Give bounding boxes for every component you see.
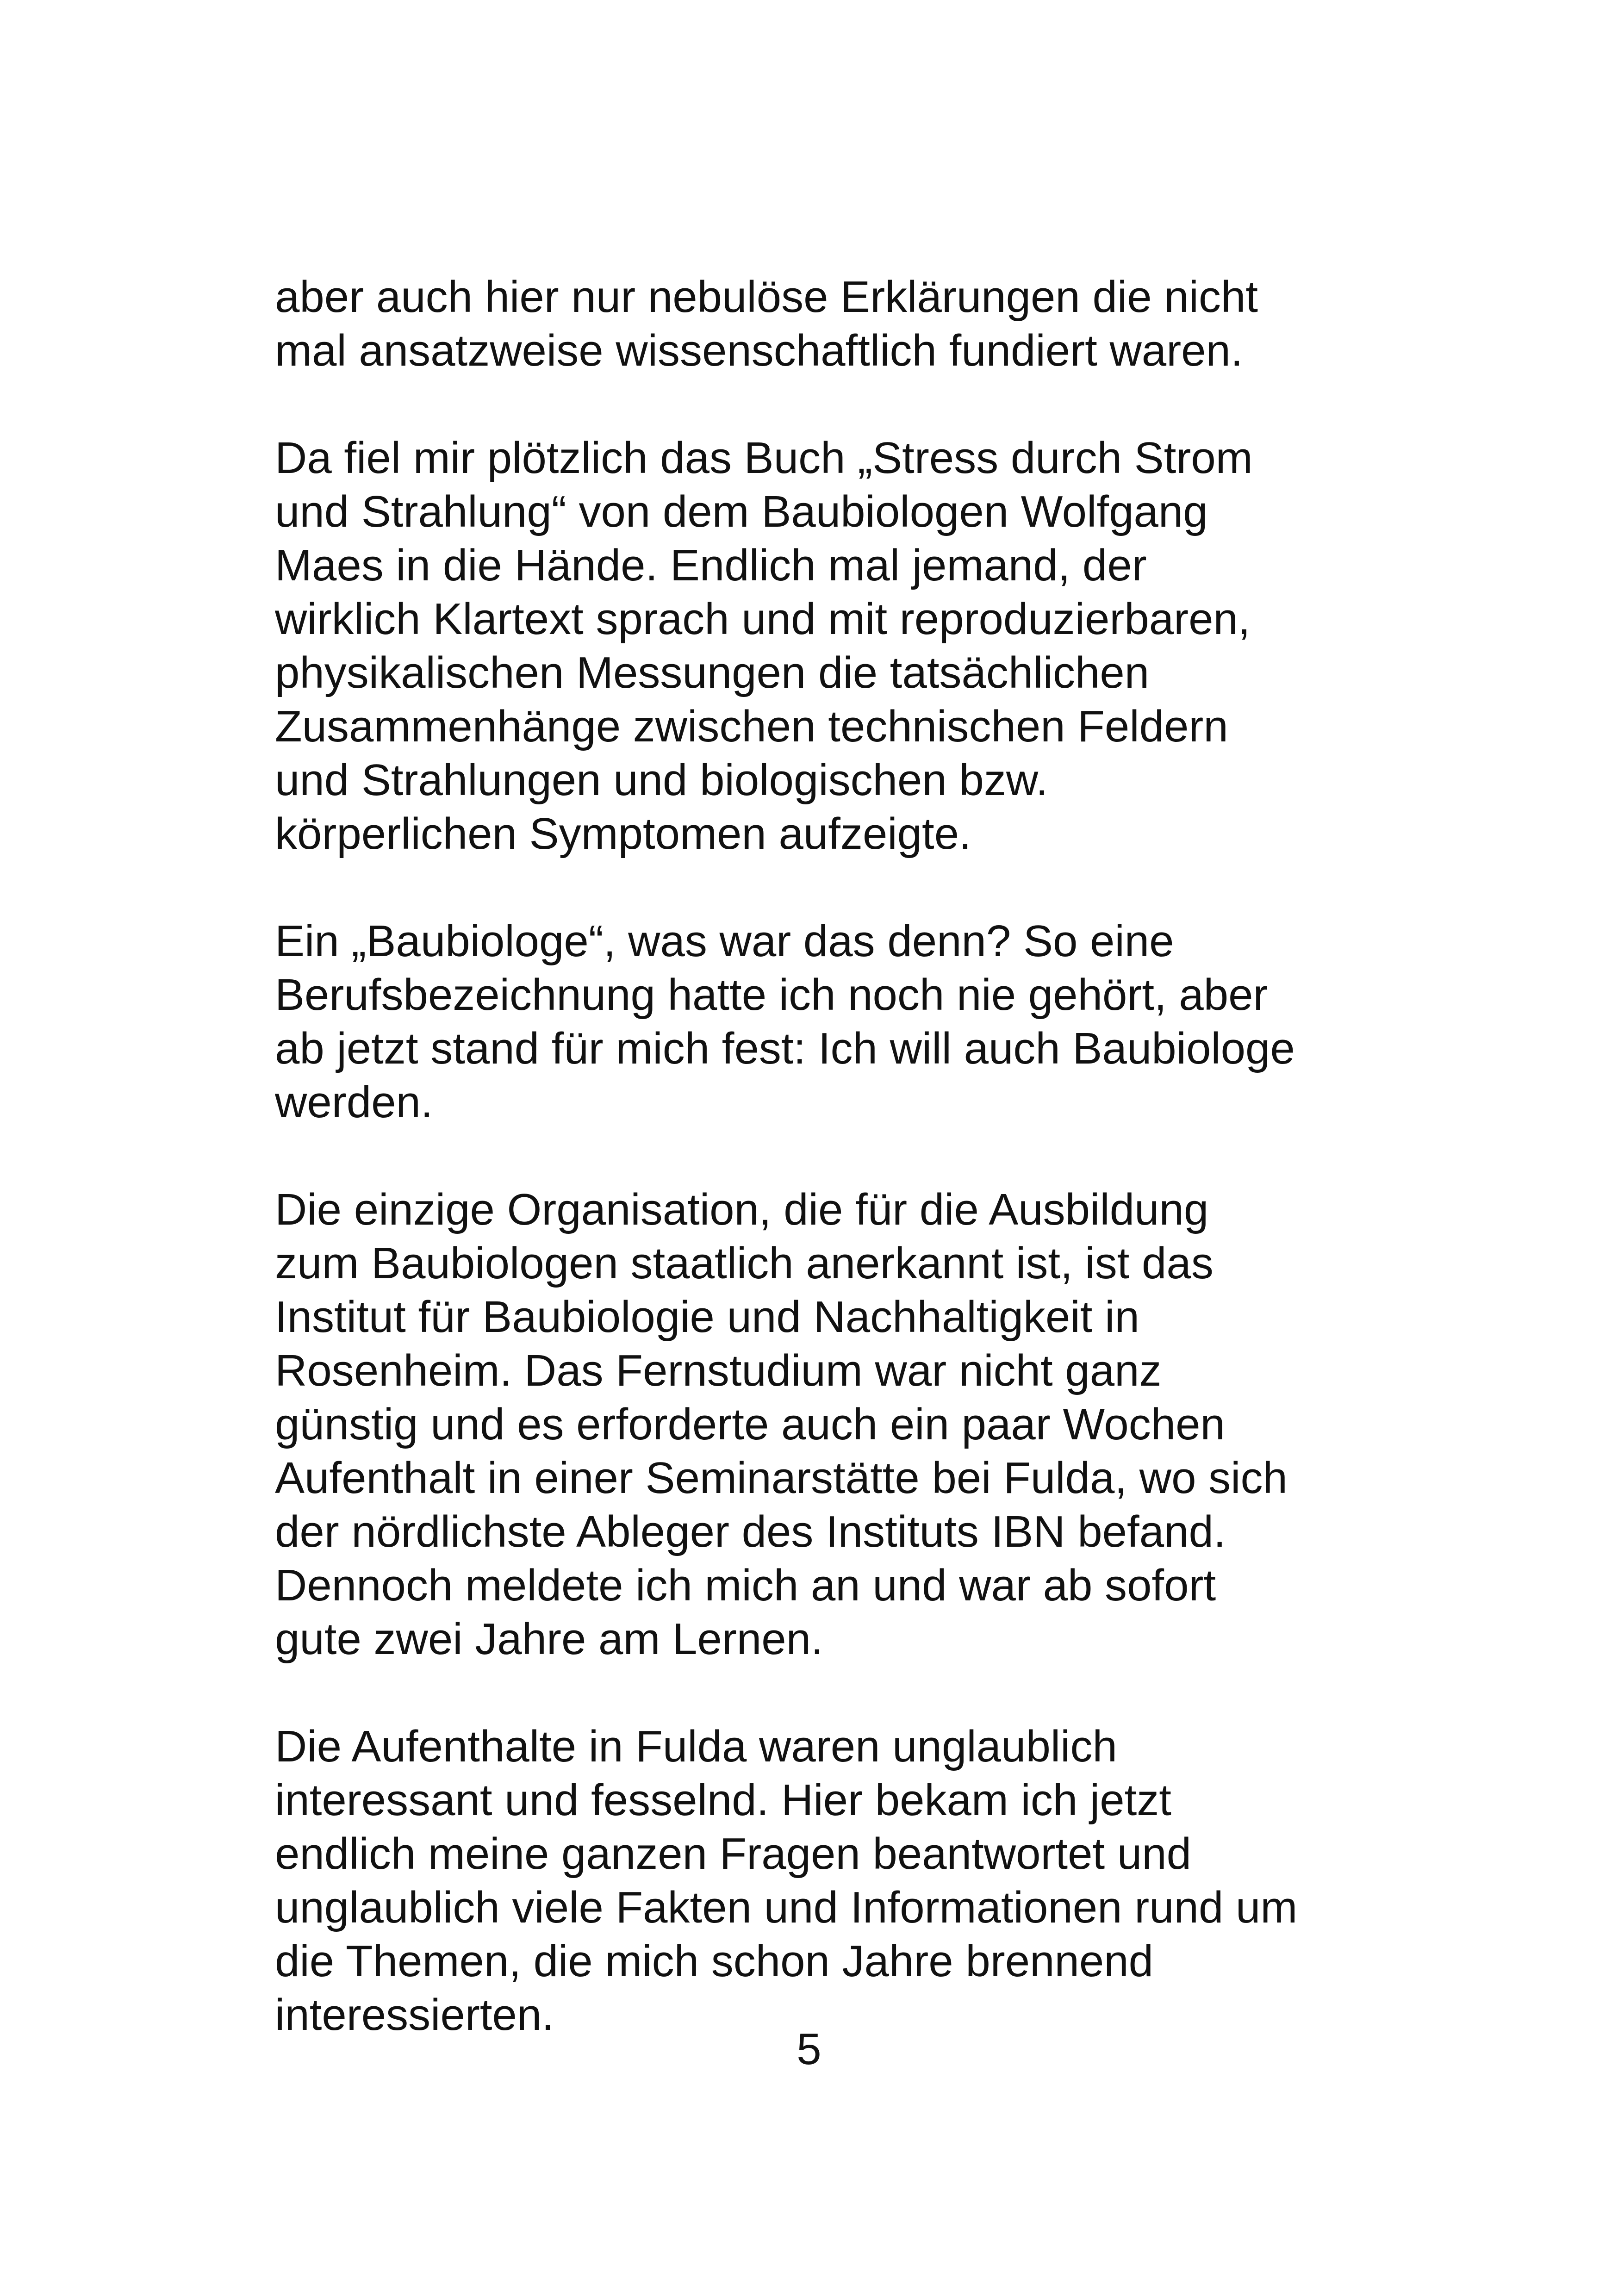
text-line: werden. <box>275 1077 433 1127</box>
page-number: 5 <box>797 2024 821 2074</box>
text-line: günstig und es erforderte auch ein paar Wochen <box>275 1400 1225 1449</box>
text-line: Zusammenhänge zwischen technischen Feldern <box>275 702 1228 751</box>
text-line: Berufsbezeichnung hatte ich noch nie gehört, aber <box>275 970 1268 1020</box>
paragraph-1 <box>275 270 1386 378</box>
text-line: physikalischen Messungen die tatsächlichen <box>275 648 1150 697</box>
body-text <box>275 270 1386 2096</box>
text-line: der nördlichste Ableger des Instituts IBN befand. <box>275 1507 1226 1556</box>
text-line: körperlichen Symptomen aufzeigte. <box>275 809 971 859</box>
paragraph-3 <box>275 915 1386 1129</box>
text-line: interessierten. <box>275 1990 554 2040</box>
paragraph-2 <box>275 431 1386 861</box>
text-line: Ein „Baubiologe“, was war das denn? So eine <box>275 916 1174 966</box>
text-line: endlich meine ganzen Fragen beantwortet und <box>275 1829 1191 1879</box>
paragraph-4 <box>275 1183 1386 1666</box>
text-line: interessant und fesselnd. Hier bekam ich jetzt <box>275 1775 1171 1825</box>
text-line: Da fiel mir plötzlich das Buch „Stress durch Strom <box>275 433 1253 483</box>
text-line: Institut für Baubiologie und Nachhaltigkeit in <box>275 1292 1139 1342</box>
text-line: wirklich Klartext sprach und mit reproduzierbaren, <box>275 594 1251 644</box>
text-line: mal ansatzweise wissenschaftlich fundiert waren. <box>275 326 1243 375</box>
text-line: und Strahlung“ von dem Baubiologen Wolfgang <box>275 487 1208 536</box>
text-line: gute zwei Jahre am Lernen. <box>275 1614 823 1664</box>
text-line: Aufenthalt in einer Seminarstätte bei Fulda, wo sich <box>275 1453 1288 1503</box>
text-line: Rosenheim. Das Fernstudium war nicht ganz <box>275 1346 1162 1395</box>
text-line: ab jetzt stand für mich fest: Ich will auch Baubiologe <box>275 1024 1295 1073</box>
text-line: Die einzige Organisation, die für die Ausbildung <box>275 1185 1209 1234</box>
text-line: aber auch hier nur nebulöse Erklärungen die nicht <box>275 272 1258 322</box>
text-line: Maes in die Hände. Endlich mal jemand, der <box>275 541 1147 590</box>
text-line: unglaublich viele Fakten und Informationen rund um <box>275 1883 1298 1932</box>
text-line: zum Baubiologen staatlich anerkannt ist, ist das <box>275 1238 1214 1288</box>
paragraph-5 <box>275 1720 1386 2042</box>
text-line: Die Aufenthalte in Fulda waren unglaublich <box>275 1722 1117 1771</box>
text-line: Dennoch meldete ich mich an und war ab sofort <box>275 1561 1216 1610</box>
text-line: die Themen, die mich schon Jahre brennend <box>275 1936 1154 1986</box>
text-line: und Strahlungen und biologischen bzw. <box>275 755 1048 805</box>
